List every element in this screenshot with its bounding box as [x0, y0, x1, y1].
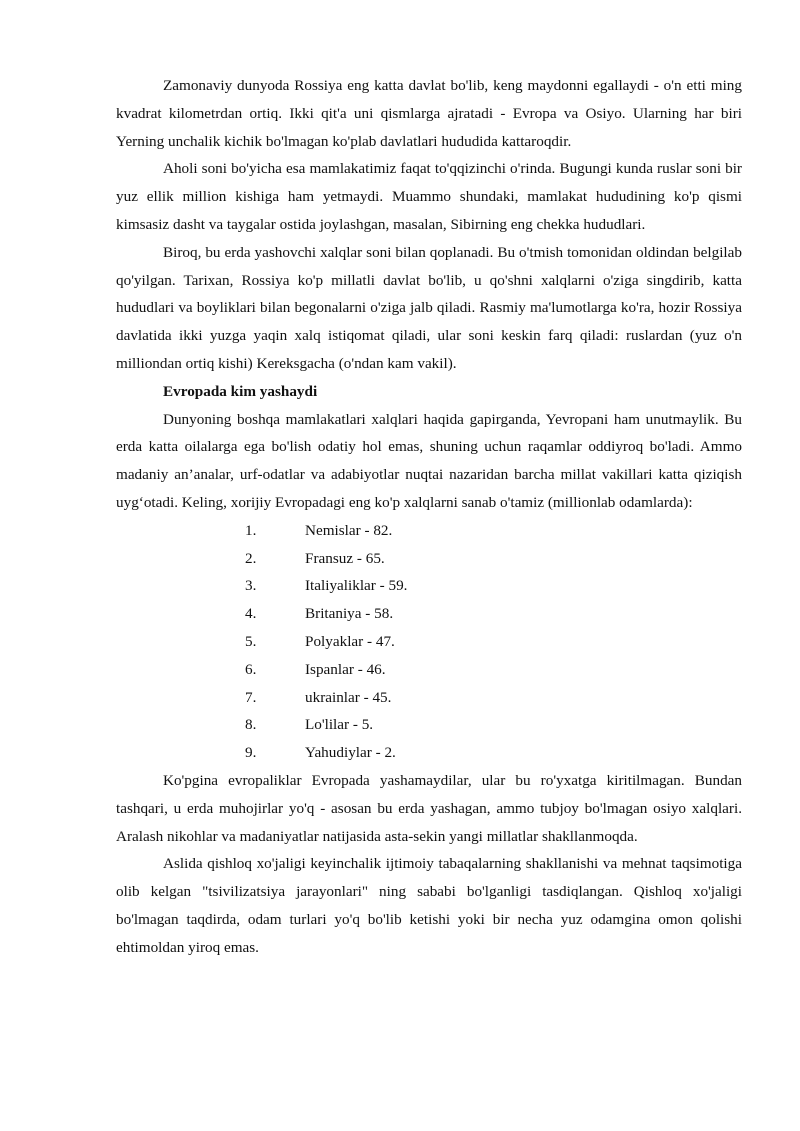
nations-list — [116, 517, 742, 767]
paragraph-population: Aholi soni bo'yicha esa mamlakatimiz faqat to'qqizinchi o'rinda. Bugungi kunda ruslar soni bir yuz ellik million kishiga ham yetmaydi. Muammo shundaki, mamlakat hududining ko'p qismi kimsasiz dasht va taygalar ostida joylashgan, masalan, Sibirning eng chekka hududlari. — [116, 160, 742, 233]
list-item — [116, 739, 742, 767]
list-text: Britaniya - 58. — [305, 605, 394, 623]
list-number: 5. — [245, 632, 257, 650]
list-item — [116, 711, 742, 739]
list-number: 7. — [245, 688, 257, 706]
list-number: 4. — [245, 605, 257, 623]
list-number: 6. — [245, 660, 257, 678]
list-item — [116, 628, 742, 656]
list-text: Yahudiylar - 2. — [305, 744, 396, 762]
paragraph-russia-territory: Zamonaviy dunyoda Rossiya eng katta davlat bo'lib, keng maydonni egallaydi - o'n etti ming kvadrat kilometrdan ortiq. Ikki qit'a uni qismlarga ajratadi - Evropa va Osiyo. Ularning har biri Yerning unchalik kichik bo'lmagan ko'plab davlatlari hududida kattaroqdir. — [116, 77, 742, 150]
list-text: Lo'lilar - 5. — [305, 716, 374, 734]
list-item — [116, 684, 742, 712]
list-text: ukrainlar - 45. — [305, 688, 392, 706]
paragraph-agriculture: Aslida qishloq xo'jaligi keyinchalik ijtimoiy tabaqalarning shakllanishi va mehnat taqsimotiga olib kelgan "tsivilizatsiya jarayonlari" ning sababi bo'lganligi tasdiqlangan. Qishloq xo'jaligi bo'lmagan taqdirda, odam turlari yo'q bo'lib ketishi yoki bir necha yuz odamgina omon qolishi ehtimoldan yiroq emas. — [116, 855, 742, 956]
list-text: Italiyaliklar - 59. — [305, 577, 408, 595]
list-item — [116, 545, 742, 573]
document-page — [116, 72, 742, 962]
list-text: Nemislar - 82. — [305, 521, 393, 539]
paragraph-peoples: Biroq, bu erda yashovchi xalqlar soni bilan qoplanadi. Bu o'tmish tomonidan oldindan belgilab qo'yilgan. Tarixan, Rossiya ko'p millatli davlat bo'lib, u qo'shni xalqlarni o'ziga singdirib, katta hududlari va boyliklari bilan begonalarni o'ziga jalb qiladi. Rasmiy ma'lumotlarga ko'ra, hozir Rossiya davlatida ikki yuzga yaqin xalq istiqomat qiladi, ular soni keskin farq qiladi: ruslardan (yuz o'n milliondan ortiq kishi) Kereksgacha (o'ndan kam vakil). — [116, 243, 742, 372]
list-number: 8. — [245, 716, 257, 734]
list-text: Polyaklar - 47. — [305, 632, 395, 650]
list-text: Fransuz - 65. — [305, 549, 385, 567]
list-number: 3. — [245, 577, 257, 595]
list-item — [116, 572, 742, 600]
list-text: Ispanlar - 46. — [305, 660, 386, 678]
paragraph-europe-intro: Dunyoning boshqa mamlakatlari xalqlari haqida gapirganda, Yevropani ham unutmaylik. Bu erda katta oilalarga ega bo'lish odatiy hol emas, shuning uchun raqamlar oddiyroq bo'ladi. Ammo madaniy an’analar, urf-odatlar va adabiyotlar nuqtai nazaridan barcha millat vakillari katta qiziqish uyg‘otadi. Keling, xorijiy Evropadagi eng ko'p xalqlarni sanab o'tamiz (millionlab odamlarda): — [116, 410, 742, 511]
section-heading: Evropada kim yashaydi — [163, 382, 318, 400]
list-item — [116, 600, 742, 628]
paragraph-europeans: Ko'pgina evropaliklar Evropada yashamaydilar, ular bu ro'yxatga kiritilmagan. Bundan tashqari, u erda muhojirlar yo'q - asosan bu erda yashagan, ammo tubjoy bo'lmagan osiyo xalqlari. Aralash nikohlar va madaniyatlar natijasida asta-sekin yangi millatlar shakllanmoqda. — [116, 771, 742, 845]
list-number: 1. — [245, 521, 257, 539]
list-item — [116, 656, 742, 684]
list-number: 2. — [245, 549, 257, 567]
list-item — [116, 517, 742, 545]
list-number: 9. — [245, 744, 257, 762]
